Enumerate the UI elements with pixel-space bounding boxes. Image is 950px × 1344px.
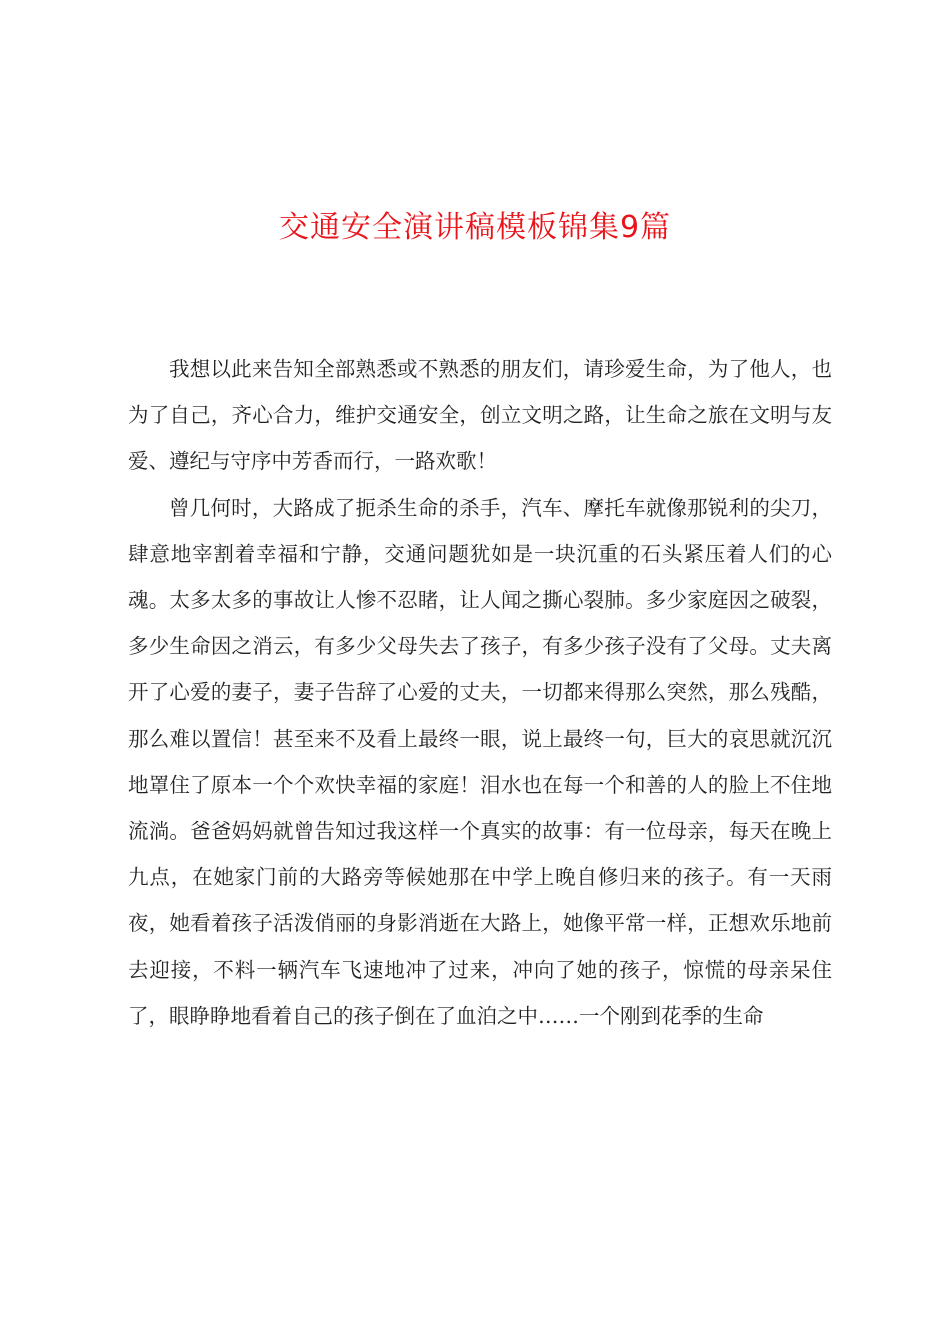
paragraph-2: 曾几何时，大路成了扼杀生命的杀手，汽车、摩托车就像那锐利的尖刀，肆意地宰割着幸福和宁静，交通问题犹如是一块沉重的石头紧压着人们的心魂。太多太多的事故让人惨不忍睹，让人闻之撕心裂肺。多少家庭因之破裂，多少生命因之消云，有多少父母失去了孩子，有多少孩子没有了父母。丈夫离开了心爱的妻子，妻子告辞了心爱的丈夫，一切都来得那么突然，那么残酷，那么难以置信！甚至来不及看上最终一眼，说上最终一句，巨大的哀思就沉沉地罩住了原本一个个欢快幸福的家庭！泪水也在每一个和善的人的脸上不住地流淌。爸爸妈妈就曾告知过我这样一个真实的故事：有一位母亲，每天在晚上九点，在她家门前的大路旁等候她那在中学上晚自修归来的孩子。有一天雨夜，她看着孩子活泼俏丽的身影消逝在大路上，她像平常一样，正想欢乐地前去迎接，不料一辆汽车飞速地冲了过来，冲向了她的孩子，惊慌的母亲呆住了，眼睁睁地看着自己的孩子倒在了血泊之中……一个刚到花季的生命	[128, 495, 832, 1028]
paragraph-1: 我想以此来告知全部熟悉或不熟悉的朋友们，请珍爱生命，为了他人，也为了自己，齐心合力，维护交通安全，创立文明之路，让生命之旅在文明与友爱、遵纪与守序中芳香而行，一路欢歌！	[128, 357, 832, 474]
document-body	[128, 346, 832, 1039]
document-title: 交通安全演讲稿模板锦集9篇	[278, 210, 672, 245]
